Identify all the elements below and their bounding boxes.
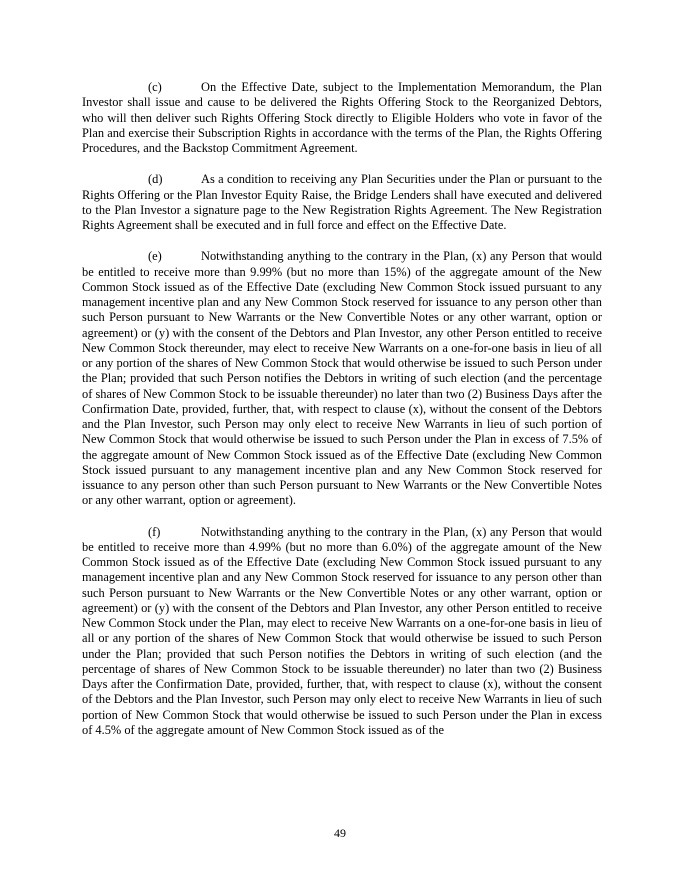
paragraph-e-label: (e) — [148, 249, 162, 264]
paragraph-e — [82, 249, 602, 508]
paragraph-c-label: (c) — [148, 80, 162, 94]
paragraph-d-label: (d) — [148, 172, 163, 187]
paragraph-c-text: On the Effective Date, subject to the Implementation Memorandum, the Plan Investor shall issue and cause to be delivered the Rights Offering Stock to the Reorganized Debtors, who will then deliver such Rights Offering Stock directly to Eligible Holders who vote in favor of the Plan and exercise their Subscription Rights in accordance with the terms of the Plan, the Rights Offering Procedures, and the Backstop Commitment Agreement. — [82, 80, 602, 155]
page-number: 49 — [334, 826, 346, 840]
paragraph-f — [82, 525, 602, 739]
paragraph-e-text: Notwithstanding anything to the contrary in the Plan, (x) any Person that would be entitled to receive more than 9.99% (but no more than 15%) of the aggregate amount of the New Common Stock issued as of the Effective Date (excluding New Common Stock issued pursuant to any management incentive plan and any New Common Stock reserved for issuance to any person other than such Person pursuant to New Warrants or the New Convertible Notes or any other warrant, option or agreement) or (y) with the consent of the Debtors and Plan Investor, any other Person entitled to receive New Common Stock thereunder, may elect to receive New Warrants on a one-for-one basis in lieu of all or any portion of the shares of New Common Stock that would otherwise be issued to such Person under the Plan; provided that such Person notifies the Debtors in writing of such election (and the percentage of shares of New Common Stock to be issuable thereunder) no later than two (2) Business Days after the Confirmation Date, provided, further, that, with respect to clause (x), without the consent of the Debtors and the Plan Investor, such Person may only elect to receive New Warrants in lieu of such portion of New Common Stock that would otherwise be issued to such Person under the Plan in excess of 7.5% of the aggregate amount of New Common Stock issued as of the Effective Date (excluding New Common Stock issued pursuant to any management incentive plan and any New Common Stock reserved for issuance to any person other than such Person pursuant to New Warrants or the New Convertible Notes or any other warrant, option or agreement). — [82, 249, 602, 508]
document-body — [82, 80, 602, 754]
paragraph-d-text: As a condition to receiving any Plan Securities under the Plan or pursuant to the Rights Offering or the Plan Investor Equity Raise, the Bridge Lenders shall have executed and delivered to the Plan Investor a signature page to the New Registration Rights Agreement. The New Registration Rights Agreement shall be executed and in full force and effect on the Effective Date. — [82, 172, 602, 232]
paragraph-c — [82, 80, 602, 156]
paragraph-f-label: (f) — [148, 524, 161, 539]
paragraph-d — [82, 172, 602, 233]
paragraph-f-text: Notwithstanding anything to the contrary in the Plan, (x) any Person that would be entitled to receive more than 4.99% (but no more than 6.0%) of the aggregate amount of the New Common Stock issued as of the Effective Date (excluding New Common Stock issued pursuant to any management incentive plan and any New Common Stock reserved for issuance to any person other than such Person pursuant to New Warrants or the New Convertible Notes or any other warrant, option or agreement) or (y) with the consent of the Debtors and Plan Investor, any other Person entitled to receive New Common Stock under the Plan, may elect to receive New Warrants on a one-for-one basis in lieu of all or any portion of the shares of New Common Stock that would otherwise be issued to such Person under the Plan; provided that such Person notifies the Debtors in writing of such election (and the percentage of shares of New Common Stock to be issuable thereunder) no later than two (2) Business Days after the Confirmation Date, provided, further, that, with respect to clause (x), without the consent of the Debtors and the Plan Investor, such Person may only elect to receive New Warrants in lieu of such portion of New Common Stock that would otherwise be issued to such Person under the Plan in excess of 4.5% of the aggregate amount of New Common Stock issued as of the — [82, 524, 602, 737]
